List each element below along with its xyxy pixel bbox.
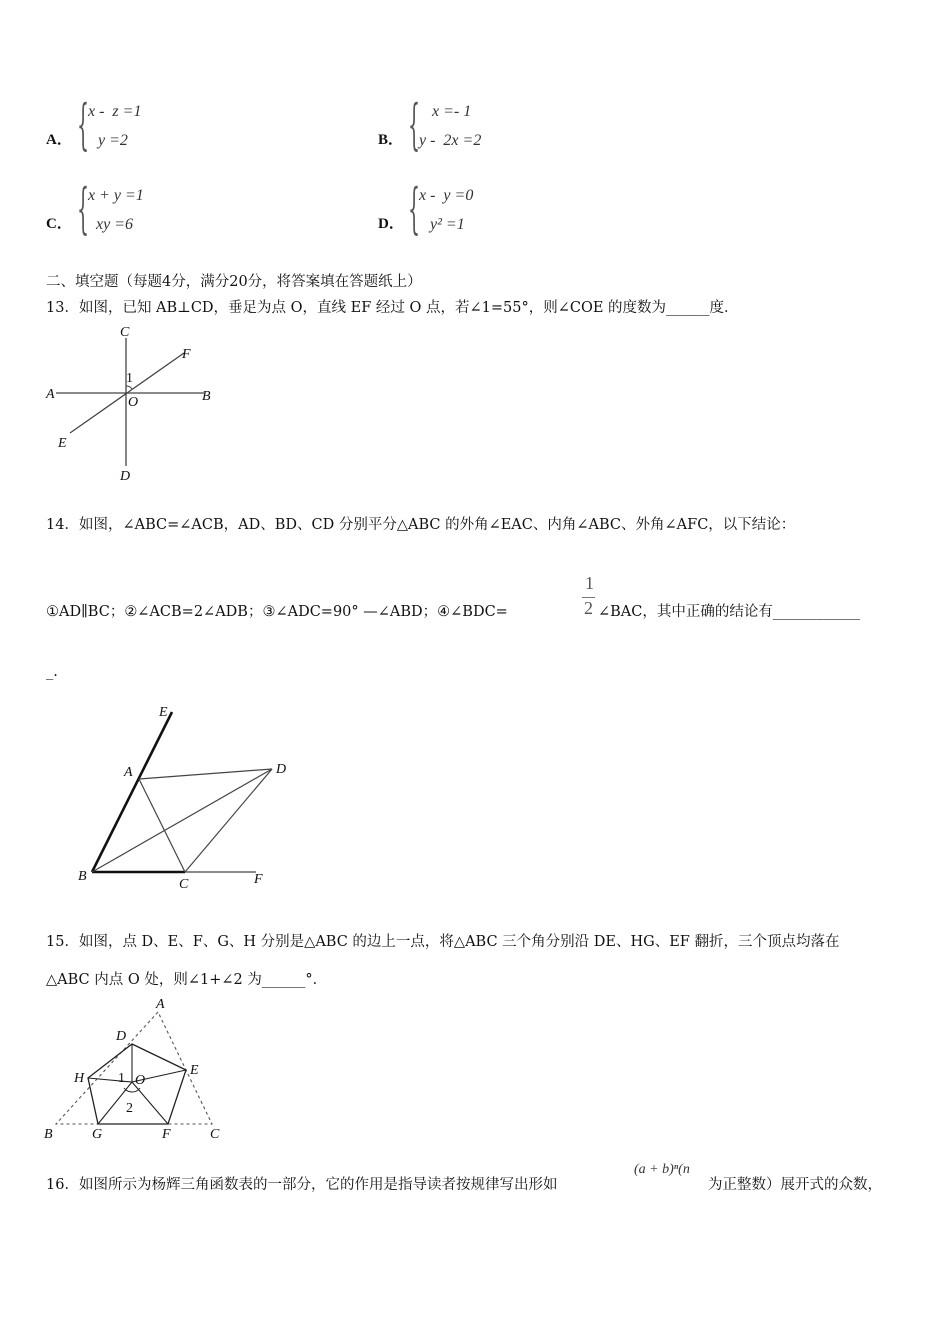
question-14-text: 14．如图，∠ABC=∠ACB，AD、BD、CD 分别平分△ABC 的外角∠EAC、内角∠ABC、外角∠AFC，以下结论： xyxy=(46,517,796,533)
label-angle-1: 1 xyxy=(126,371,133,386)
option-a-eq2: y =2 xyxy=(98,132,128,149)
label-e: E xyxy=(58,436,67,451)
option-d-label: D． xyxy=(378,216,404,232)
option-c-eq2: xy =6 xyxy=(96,216,133,233)
option-b-eq1: x =- 1 xyxy=(432,103,472,120)
question-15-line1: 15．如图，点 D、E、F、G、H 分别是△ABC 的边上一点，将△ABC 三个角分别沿 DE、HG、EF 翻折，三个顶点均落在 xyxy=(46,934,840,950)
section-heading: 二、填空题（每题4分，满分20分，将答案填在答题纸上） xyxy=(46,274,422,290)
label-a: A xyxy=(156,997,165,1012)
line-ac xyxy=(139,779,185,872)
option-b-label: B． xyxy=(378,132,404,148)
label-d: D xyxy=(116,1029,127,1044)
question-14-tail: _. xyxy=(46,664,58,680)
label-b: B xyxy=(202,389,211,404)
option-c-eq1: x + y =1 xyxy=(88,187,144,204)
question-14-conclusions-b: ∠BAC，其中正确的结论有____________ xyxy=(598,604,860,620)
q15-figure xyxy=(40,994,240,1144)
brace-icon: { xyxy=(408,177,421,240)
brace-icon: { xyxy=(408,93,421,156)
label-c: C xyxy=(210,1127,220,1142)
label-d: D xyxy=(276,762,287,777)
label-a: A xyxy=(124,765,133,780)
label-c: C xyxy=(179,877,189,892)
label-d: D xyxy=(120,469,131,484)
angle-1-arc xyxy=(126,386,132,389)
option-d-eq1: x - y =0 xyxy=(419,187,474,204)
label-angle-2: 2 xyxy=(126,1101,133,1116)
label-b: B xyxy=(44,1127,53,1142)
label-o: O xyxy=(128,395,139,410)
line-be xyxy=(92,712,172,872)
formula-binomial: (a + b)ⁿ(n xyxy=(634,1162,690,1177)
fraction-denominator: 2 xyxy=(584,598,593,618)
line-ad xyxy=(139,769,272,779)
label-e: E xyxy=(159,705,168,720)
option-a-eq1: x - z =1 xyxy=(88,103,142,120)
option-a-label: A． xyxy=(46,132,72,148)
q14-figure xyxy=(72,700,292,892)
brace-icon: { xyxy=(77,177,90,240)
line-ho xyxy=(88,1078,132,1082)
line-fo xyxy=(132,1082,168,1124)
option-d-eq2: y² =1 xyxy=(430,216,465,233)
label-b: B xyxy=(78,869,87,884)
question-16-text-a: 16．如图所示为杨辉三角函数表的一部分，它的作用是指导读者按规律写出形如 xyxy=(46,1177,558,1193)
question-16-text-b: 为正整数）展开式的众数， xyxy=(708,1177,882,1193)
triangle-abc-dashed xyxy=(56,1012,212,1124)
question-15-line2: △ABC 内点 O 处，则∠1+∠2 为______°． xyxy=(46,972,328,988)
question-13-text: 13．如图，已知 AB⊥CD，垂足为点 O，直线 EF 经过 O 点，若∠1=55°，则∠COE 的度数为______度． xyxy=(46,300,739,316)
label-h: H xyxy=(74,1071,85,1086)
label-a: A xyxy=(46,387,55,402)
label-f: F xyxy=(162,1127,171,1142)
option-c-label: C． xyxy=(46,216,72,232)
line-cd xyxy=(185,769,272,872)
fraction-numerator: 1 xyxy=(585,573,594,593)
label-g: G xyxy=(92,1127,103,1142)
label-c: C xyxy=(120,325,130,340)
label-e: E xyxy=(190,1063,199,1078)
brace-icon: { xyxy=(77,93,90,156)
label-o: O xyxy=(135,1073,146,1088)
label-f: F xyxy=(254,872,263,887)
q13-figure xyxy=(40,320,230,488)
label-angle-1: 1 xyxy=(118,1071,125,1086)
question-14-conclusions-a: ①AD∥BC；②∠ACB=2∠ADB；③∠ADC=90° —∠ABD；④∠BDC= xyxy=(46,604,508,620)
option-b-eq2: y - 2x =2 xyxy=(419,132,482,149)
label-f: F xyxy=(182,347,191,362)
